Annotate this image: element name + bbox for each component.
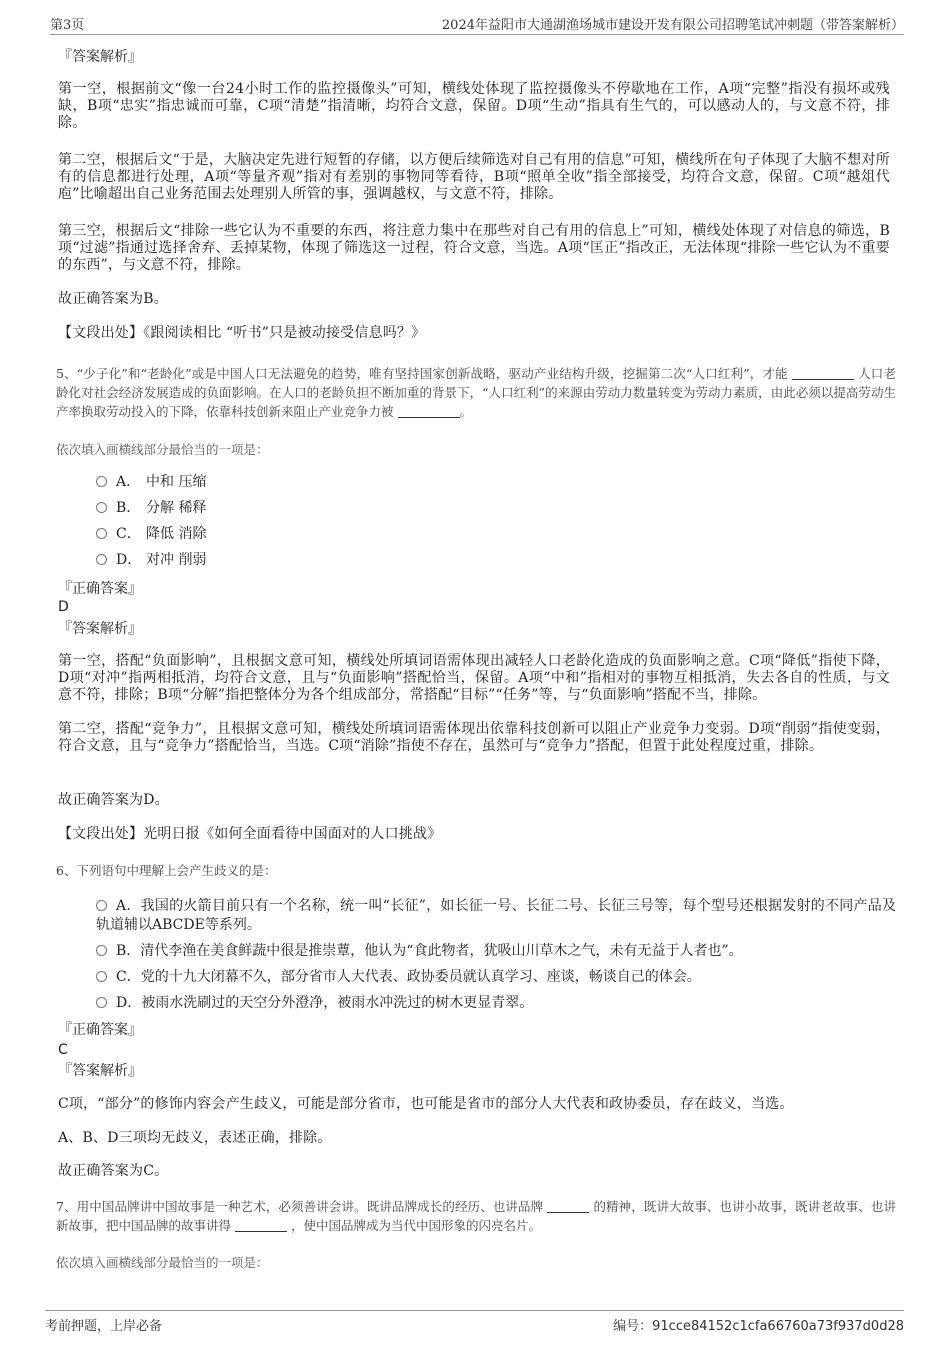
q5-stem bbox=[56, 364, 896, 421]
q5-prompt: 依次填入画横线部分最恰当的一项是： bbox=[56, 442, 269, 457]
q7-blank-1 bbox=[547, 1200, 589, 1213]
q4-analysis-p2: 第二空，根据后文“于是，大脑决定先进行短暂的存储，以方便后续筛选对自己有用的信息”可知，横线所在句子体现了大脑不想对所有的信息都进行处理，A项“等量齐观”指对有差别的事物同等看待，B项“照单全收”指全部接受，均符合文意，保留。C项“越俎代庖”比喻超出自己业务范围去处理别人所管的事，强调越权，与文意不符，排除。 bbox=[58, 152, 890, 202]
radio-icon[interactable] bbox=[96, 900, 107, 911]
q5-stem-part1: 5、“少子化”和“老龄化”或是中国人口无法避免的趋势，唯有坚持国家创新战略，驱动产业结构升级，挖掘第二次“人口红利”，才能 bbox=[56, 366, 788, 381]
q6-stem: 6、下列语句中理解上会产生歧义的是： bbox=[56, 863, 277, 878]
radio-icon[interactable] bbox=[96, 528, 107, 539]
q7-prompt: 依次填入画横线部分最恰当的一项是： bbox=[56, 1255, 269, 1270]
q7-blank-2 bbox=[235, 1219, 287, 1232]
q4-analysis-p1: 第一空，根据前文“像一台24小时工作的监控摄像头”可知，横线处体现了监控摄像头不停歇地在工作，A项“完整”指没有损坏或残缺，B项“忠实”指忠诚而可靠，C项“清楚”指清晰，均符合文意，保留。D项“生动”指具有生气的，可以感动人的，与文意不符，排除。 bbox=[58, 81, 890, 131]
q5-analysis-tag: 『答案解析』 bbox=[58, 621, 142, 637]
footer-slogan: 考前押题，上岸必备 bbox=[45, 1319, 163, 1334]
q4-conclusion: 故正确答案为B。 bbox=[58, 291, 168, 307]
q5-blank-1 bbox=[792, 367, 854, 380]
q7-stem-part3: ，使中国品牌成为当代中国形象的闪亮名片。 bbox=[290, 1218, 541, 1233]
page-number: 第3页 bbox=[50, 18, 85, 33]
q5-option-c[interactable]: C． 降低 消除 bbox=[96, 526, 206, 543]
q6-conclusion: 故正确答案为C。 bbox=[58, 1163, 169, 1179]
q5-option-a[interactable]: A． 中和 压缩 bbox=[96, 474, 206, 491]
q6-analysis-tag: 『答案解析』 bbox=[58, 1063, 142, 1079]
q5-analysis-p2: 第二空，搭配“竞争力”，且根据文意可知，横线处所填词语需体现出依靠科技创新可以阻止产业竞争力变弱。D项“削弱”指使变弱，符合文意，且与“竞争力”搭配恰当，当选。C项“消除”指使不存在，虽然可与“竞争力”搭配，但置于此处程度过重，排除。 bbox=[58, 721, 890, 754]
radio-icon[interactable] bbox=[96, 945, 107, 956]
q6-analysis-p1: C项，“部分”的修饰内容会产生歧义，可能是部分省市，也可能是省市的部分人大代表和政协委员，存在歧义，当选。 bbox=[58, 1096, 794, 1112]
document-title: 2024年益阳市大通湖渔场城市建设开发有限公司招聘笔试冲刺题（带答案解析） bbox=[441, 18, 904, 33]
q6-option-c[interactable]: C．党的十九大闭幕不久，部分省市人大代表、政协委员就认真学习、座谈，畅谈自己的体会。 bbox=[96, 968, 896, 987]
q6-option-d[interactable]: D．被雨水洗刷过的天空分外澄净，被雨水冲洗过的树木更显青翠。 bbox=[96, 994, 896, 1013]
radio-icon[interactable] bbox=[96, 476, 107, 487]
q6-answer: C bbox=[58, 1042, 68, 1058]
q7-stem bbox=[56, 1197, 896, 1235]
q5-source: 【文段出处】光明日报《如何全面看待中国面对的人口挑战》 bbox=[58, 826, 442, 842]
q5-answer: D bbox=[58, 599, 69, 615]
q7-stem-part2: 的精神，既讲大故事、也讲小故事，既讲老故事、也讲新故事，把中国品牌的故事讲得 bbox=[56, 1199, 896, 1233]
q6-option-b[interactable]: B．清代李渔在美食鲜蔬中很是推崇蕈，他认为“食此物者，犹吸山川草木之气，未有无益于人者也”。 bbox=[96, 942, 896, 961]
q6-option-a[interactable]: A．我国的火箭目前只有一个名称，统一叫“长征”，如长征一号、长征二号、长征三号等，每个型号还根据发射的不同产品及轨道辅以ABCDE等系列。 bbox=[96, 898, 896, 933]
q5-conclusion: 故正确答案为D。 bbox=[58, 792, 169, 808]
q4-source: 【文段出处】《跟阅读相比 “听书”只是被动接受信息吗？》 bbox=[58, 325, 426, 341]
q4-analysis-p3: 第三空，根据后文“排除一些它认为不重要的东西，将注意力集中在那些对自己有用的信息上”可知，横线处体现了对信息的筛选，B项“过滤”指通过选择舍弃、丢掉某物，体现了筛选这一过程，符合文意，当选。A项“匡正”指改正，无法体现“排除一些它认为不重要的东西”，与文意不符，排除。 bbox=[58, 223, 890, 273]
document-code: 编号：91cce84152c1cfa66760a73f937d0d28 bbox=[613, 1319, 904, 1334]
q5-analysis-p1: 第一空，搭配“负面影响”，且根据文意可知，横线处所填词语需体现出减轻人口老龄化造成的负面影响之意。C项“降低”指使下降，D项“对冲”指两相抵消，均符合文意，且与“负面影响”搭配恰当，保留。A项“中和”指相对的事物互相抵消，失去各自的性质，与文意不符，排除；B项“分解”指把整体分为各个组成部分，常搭配“目标”“任务”等，与“负面影响”搭配不当，排除。 bbox=[58, 653, 890, 703]
q5-option-b[interactable]: B． 分解 稀释 bbox=[96, 500, 206, 517]
q5-stem-part2: 人口老龄化对社会经济发展造成的负面影响。在人口的老龄负担不断加重的背景下，“人口红利”的来源由劳动力数量转变为劳动力素质，由此必须以提高劳动生产率换取劳动投入的下降，依靠科技创新来阻止产业竞争力被 bbox=[56, 366, 896, 419]
q5-stem-end: 。 bbox=[459, 404, 473, 419]
radio-icon[interactable] bbox=[96, 554, 107, 565]
radio-icon[interactable] bbox=[96, 971, 107, 982]
q5-answer-tag: 『正确答案』 bbox=[58, 581, 142, 597]
q6-answer-tag: 『正确答案』 bbox=[58, 1022, 142, 1038]
q5-blank-2 bbox=[398, 405, 460, 418]
q6-analysis-p2: A、B、D三项均无歧义，表述正确，排除。 bbox=[58, 1130, 332, 1146]
page-footer bbox=[45, 1310, 904, 1333]
q7-stem-part1: 7、用中国品牌讲中国故事是一种艺术，必须善讲会讲。既讲品牌成长的经历、也讲品牌 bbox=[56, 1199, 544, 1214]
radio-icon[interactable] bbox=[96, 997, 107, 1008]
q5-option-d[interactable]: D． 对冲 削弱 bbox=[96, 552, 206, 569]
radio-icon[interactable] bbox=[96, 502, 107, 513]
page-header bbox=[50, 12, 904, 35]
q4-analysis-tag: 『答案解析』 bbox=[58, 49, 142, 65]
